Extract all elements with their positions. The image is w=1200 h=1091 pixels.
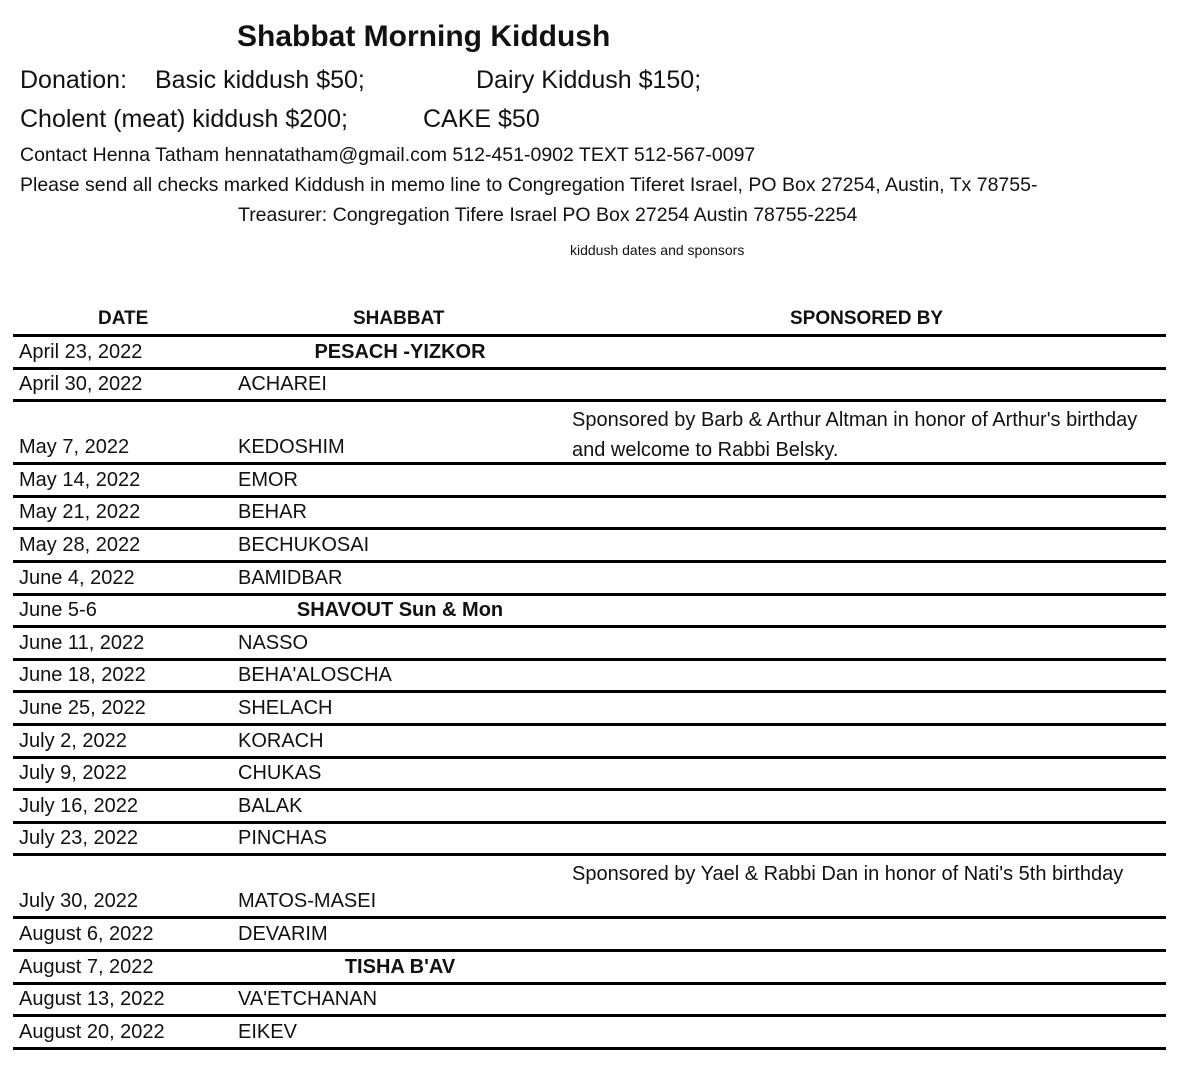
row-sponsor: Sponsored by Barb & Arthur Altman in honor of Arthur's birthday and welcome to Rabbi Belsky.: [572, 409, 1138, 462]
table-row: [13, 856, 1166, 916]
row-parsha: VA'ETCHANAN: [238, 988, 378, 1011]
table-row: [13, 919, 1166, 949]
row-date: May 28, 2022: [19, 533, 141, 556]
row-date: May 21, 2022: [19, 501, 141, 524]
row-parsha: BEHA'ALOSCHA: [238, 664, 392, 687]
table-row: [13, 337, 1166, 367]
table-row: [13, 824, 1166, 854]
row-date: June 25, 2022: [19, 696, 146, 719]
table-row: [13, 759, 1166, 789]
table-row: [13, 985, 1166, 1015]
row-date: August 6, 2022: [19, 922, 154, 945]
row-parsha: MATOS-MASEI: [238, 890, 377, 913]
table-row: [13, 628, 1166, 658]
row-parsha: SHELACH: [238, 696, 333, 719]
row-parsha: BAMIDBAR: [238, 566, 343, 589]
donation-cholent-kiddush: Cholent (meat) kiddush $200;: [20, 105, 348, 133]
table-row: [13, 465, 1166, 495]
row-parsha: CHUKAS: [238, 762, 322, 785]
row-parsha: BEHAR: [238, 501, 307, 524]
row-date: April 30, 2022: [19, 373, 143, 396]
column-header-shabbat: SHABBAT: [353, 308, 445, 329]
row-date: July 30, 2022: [19, 890, 138, 913]
table-row: [13, 402, 1166, 462]
contact-info: Contact Henna Tatham hennatatham@gmail.com 512-451-0902 TEXT 512-567-0097: [20, 144, 756, 166]
donation-label: Donation:: [20, 66, 128, 94]
row-date: June 18, 2022: [19, 664, 146, 687]
row-date: May 7, 2022: [19, 436, 130, 459]
row-date: July 16, 2022: [19, 794, 138, 817]
row-parsha: NASSO: [238, 631, 309, 654]
row-date: June 4, 2022: [19, 566, 135, 589]
row-date: April 23, 2022: [19, 340, 143, 363]
row-date: June 5-6: [19, 599, 97, 622]
row-date: July 2, 2022: [19, 729, 127, 752]
table-row: [13, 1017, 1166, 1047]
row-parsha: BECHUKOSAI: [238, 533, 370, 556]
row-parsha: EIKEV: [238, 1020, 297, 1043]
table-row: [13, 530, 1166, 560]
column-header-date: DATE: [98, 308, 149, 329]
table-row: [13, 498, 1166, 528]
row-date: June 11, 2022: [19, 631, 145, 654]
row-date: July 23, 2022: [19, 827, 138, 850]
table-row: [13, 791, 1166, 821]
row-date: August 13, 2022: [19, 988, 165, 1011]
row-parsha: DEVARIM: [238, 922, 328, 945]
table-subtitle: kiddush dates and sponsors: [570, 242, 745, 258]
donation-dairy-kiddush: Dairy Kiddush $150;: [476, 66, 702, 94]
row-parsha: ACHAREI: [238, 373, 327, 396]
table-row: [13, 563, 1166, 593]
treasurer-address: Treasurer: Congregation Tifere Israel PO Box 27254 Austin 78755-2254: [238, 204, 858, 226]
row-parsha: BALAK: [238, 794, 303, 817]
table-row: [13, 661, 1166, 691]
row-holiday: TISHA B'AV: [344, 955, 456, 978]
row-date: May 14, 2022: [19, 468, 141, 491]
table-row: [13, 726, 1166, 756]
row-date: July 9, 2022: [19, 762, 127, 785]
donation-cake: CAKE $50: [423, 105, 540, 133]
row-parsha: KORACH: [238, 729, 324, 752]
donation-basic-kiddush: Basic kiddush $50;: [155, 66, 365, 94]
row-divider: [13, 1047, 1166, 1050]
row-parsha: EMOR: [238, 468, 298, 491]
row-sponsor: Sponsored by Yael & Rabbi Dan in honor of Nati's 5th birthday: [572, 863, 1124, 886]
row-holiday: PESACH -YIZKOR: [314, 340, 486, 363]
column-header-sponsored-by: SPONSORED BY: [790, 308, 944, 329]
table-row: [13, 693, 1166, 723]
row-date: August 7, 2022: [19, 955, 154, 978]
row-parsha: PINCHAS: [238, 827, 327, 850]
checks-instructions: Please send all checks marked Kiddush in memo line to Congregation Tiferet Israel, PO Box 27254, Austin, Tx 78755-: [20, 174, 1038, 196]
table-row: [13, 596, 1166, 626]
table-row: [13, 370, 1166, 400]
kiddush-schedule-table: [13, 302, 1166, 1050]
row-date: August 20, 2022: [19, 1020, 165, 1043]
row-parsha: KEDOSHIM: [238, 436, 345, 459]
page-title: Shabbat Morning Kiddush: [237, 20, 611, 53]
table-row: [13, 952, 1166, 982]
row-holiday: SHAVOUT Sun & Mon: [296, 599, 504, 622]
